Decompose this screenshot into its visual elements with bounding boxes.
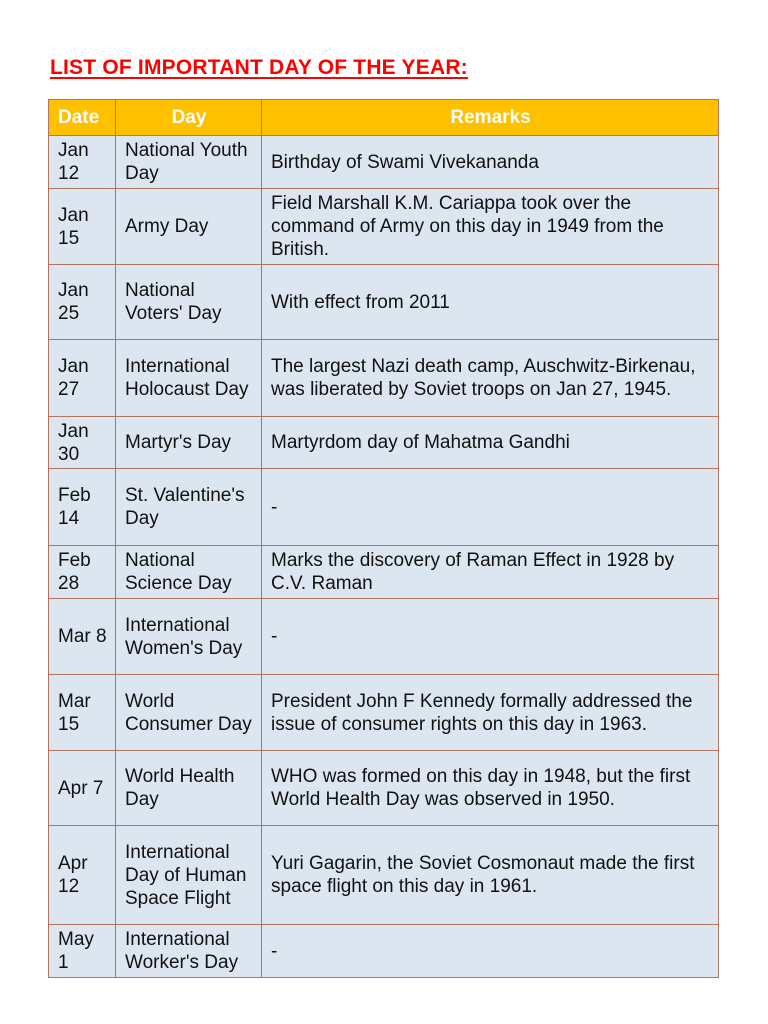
- cell-day: Army Day: [116, 189, 262, 265]
- cell-day: National Voters' Day: [116, 265, 262, 340]
- cell-remarks: The largest Nazi death camp, Auschwitz-Birkenau, was liberated by Soviet troops on Jan 27, 1945.: [262, 340, 719, 417]
- cell-day: National Youth Day: [116, 136, 262, 189]
- header-date: Date: [49, 100, 116, 136]
- cell-date: Mar 15: [49, 675, 116, 751]
- table-header-row: [49, 100, 719, 136]
- table-row: [49, 340, 719, 417]
- cell-remarks: -: [262, 925, 719, 978]
- cell-date: Apr 7: [49, 751, 116, 826]
- cell-day: International Day of Human Space Flight: [116, 826, 262, 925]
- table-row: [49, 675, 719, 751]
- table-row: [49, 925, 719, 978]
- table-row: [49, 265, 719, 340]
- cell-day: International Women's Day: [116, 599, 262, 675]
- cell-date: Feb 14: [49, 469, 116, 546]
- table-row: [49, 751, 719, 826]
- cell-date: Mar 8: [49, 599, 116, 675]
- cell-remarks: Field Marshall K.M. Cariappa took over the command of Army on this day in 1949 from the British.: [262, 189, 719, 265]
- cell-day: Martyr's Day: [116, 417, 262, 469]
- cell-day: International Worker's Day: [116, 925, 262, 978]
- cell-day: National Science Day: [116, 546, 262, 599]
- table-row: [49, 469, 719, 546]
- cell-remarks: Birthday of Swami Vivekananda: [262, 136, 719, 189]
- cell-remarks: -: [262, 599, 719, 675]
- page-title: LIST OF IMPORTANT DAY OF THE YEAR:: [50, 56, 468, 79]
- cell-date: Apr 12: [49, 826, 116, 925]
- cell-date: Jan 12: [49, 136, 116, 189]
- cell-date: Jan 30: [49, 417, 116, 469]
- header-day: Day: [116, 100, 262, 136]
- cell-date: Jan 15: [49, 189, 116, 265]
- table-row: [49, 417, 719, 469]
- cell-remarks: WHO was formed on this day in 1948, but the first World Health Day was observed in 1950.: [262, 751, 719, 826]
- cell-day: World Consumer Day: [116, 675, 262, 751]
- cell-date: Feb 28: [49, 546, 116, 599]
- cell-date: Jan 27: [49, 340, 116, 417]
- cell-date: Jan 25: [49, 265, 116, 340]
- table-row: [49, 599, 719, 675]
- header-remarks: Remarks: [262, 100, 719, 136]
- table-row: [49, 189, 719, 265]
- table-row: [49, 546, 719, 599]
- cell-day: St. Valentine's Day: [116, 469, 262, 546]
- cell-remarks: President John F Kennedy formally addressed the issue of consumer rights on this day in 1963.: [262, 675, 719, 751]
- cell-remarks: Marks the discovery of Raman Effect in 1928 by C.V. Raman: [262, 546, 719, 599]
- cell-remarks: -: [262, 469, 719, 546]
- important-days-table: [48, 99, 719, 978]
- cell-day: World Health Day: [116, 751, 262, 826]
- cell-remarks: Yuri Gagarin, the Soviet Cosmonaut made the first space flight on this day in 1961.: [262, 826, 719, 925]
- table-row: [49, 136, 719, 189]
- cell-date: May 1: [49, 925, 116, 978]
- cell-day: International Holocaust Day: [116, 340, 262, 417]
- cell-remarks: Martyrdom day of Mahatma Gandhi: [262, 417, 719, 469]
- cell-remarks: With effect from 2011: [262, 265, 719, 340]
- table-row: [49, 826, 719, 925]
